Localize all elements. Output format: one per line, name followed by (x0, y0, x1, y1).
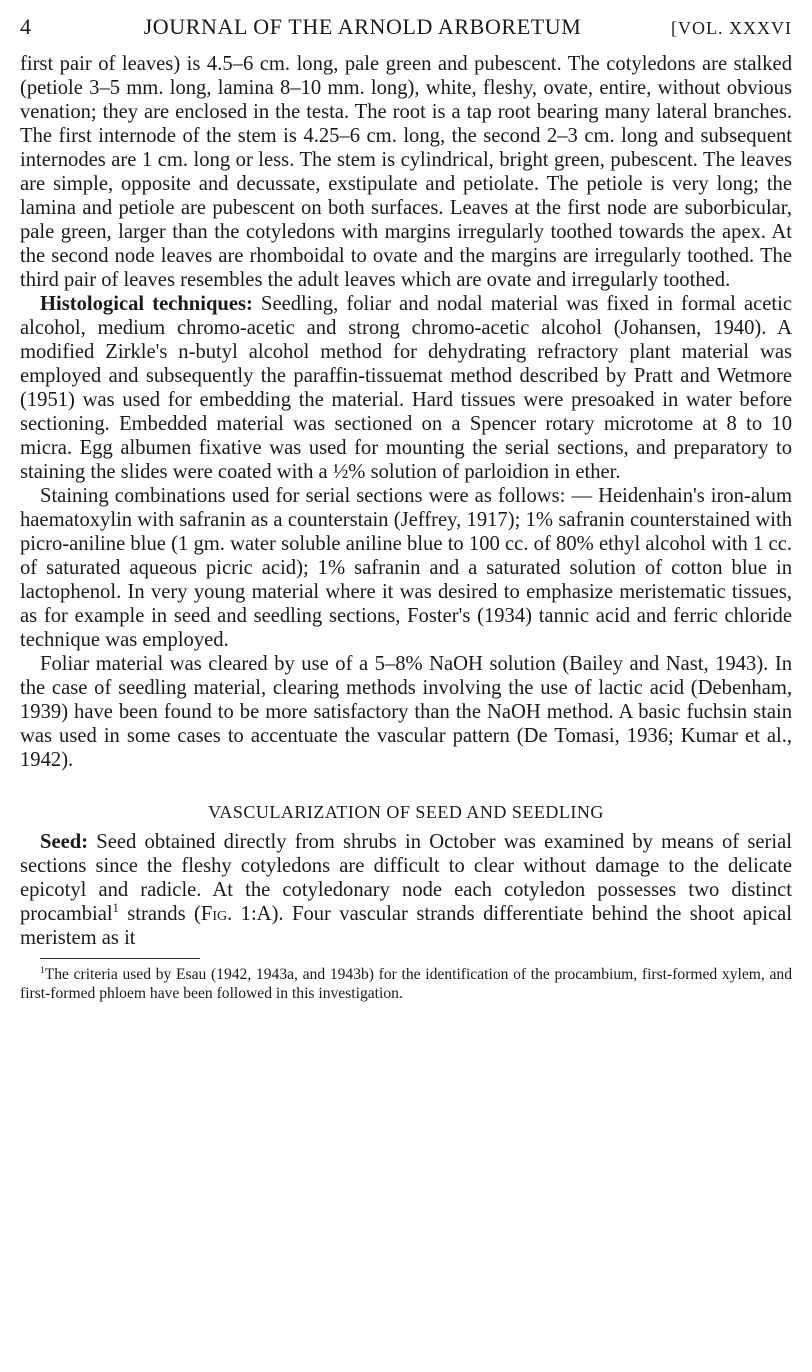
article-body (20, 52, 792, 950)
footnote-reference: 1 (112, 901, 119, 916)
paragraph-seedling-description: first pair of leaves) is 4.5–6 cm. long, pale green and pubescent. The cotyledons are stalked (petiole 3–5 mm. long, lamina 8–10 mm. long), white, fleshy, ovate, entire, without obvious venation; they are enclosed in the testa. The root is a tap root bearing many lateral branches. The first internode of the stem is 4.25–6 cm. long, the second 2–3 cm. long and subsequent internodes are 1 cm. long or less. The stem is cylindrical, bright green, pubescent. The leaves are simple, opposite and decussate, exstipulate and petiolate. The petiole is very long; the lamina and petiole are pubescent on both surfaces. Leaves at the first node are suborbicular, pale green, larger than the cotyledons with margins irregularly toothed towards the apex. At the second node leaves are rhomboidal to ovate and the margins are irregularly toothed. The third pair of leaves resembles the adult leaves which are ovate and irregularly toothed. (20, 53, 792, 291)
paragraph-seed: Seed: Seed obtained directly from shrubs in October was examined by means of serial sections since the fleshy cotyledons are difficult to clear without damage to the delicate epicotyl and radicle. At the cotyledonary node each cotyledon possesses two distinct procambial$^1$ strands (Fig. 1:A). Four vascular strands differentiate behind the shoot apical meristem as it (20, 831, 793, 949)
seed-heading: Seed: (40, 831, 89, 853)
histological-techniques-heading: Histological techniques: (40, 293, 253, 315)
paragraph-histological-techniques: Histological techniques: Seedling, foliar and nodal material was fixed in formal acetic alcohol, medium chromo-acetic and strong chromo-acetic alcohol (Johansen, 1940). A modified Zirkle's n-butyl alcohol method for dehydrating refractory plant material was employed and subsequently the paraffin-tissuemat method described by Pratt and Wetmore (1951) was used for embedding the material. Hard tissues were presoaked in water before sectioning. Embedded material was sectioned on a Spencer rotary microtome at 8 to 10 micra. Egg albumen fixative was used for mounting the serial sections, and preparatory to staining the slides were coated with a ½% solution of parloidion in ether. (20, 293, 792, 483)
footnote (20, 965, 792, 1003)
volume-label: [VOL. XXXVI (671, 18, 792, 38)
running-header (20, 14, 792, 52)
journal-title: JOURNAL OF THE ARNOLD ARBORETUM (143, 14, 582, 39)
footnote-text: The criteria used by Esau (1942, 1943a, and 1943b) for the identification of the procambium, first-formed xylem, and first-formed phloem have been followed in this investigation. (20, 966, 792, 1002)
section-heading: VASCULARIZATION OF SEED AND SEEDLING (208, 802, 604, 822)
paragraph-staining: Staining combinations used for serial sections were as follows: — Heidenhain's iron-alum haematoxylin with safranin as a counterstain (Jeffrey, 1917); 1% safranin counterstained with picro-aniline blue (1 gm. water soluble aniline blue to 100 cc. of 80% ethyl alcohol with 1 cc. of saturated aqueous picric acid); 1% safranin and a saturated solution of cotton blue in lactophenol. In very young material where it was desired to emphasize meristematic tissues, as for example in seed and seedling sections, Foster's (1934) tannic acid and ferric chloride technique was employed. (20, 485, 792, 651)
page-number: 4 (20, 14, 31, 39)
figure-reference: Fig. 1:A (200, 903, 272, 925)
footnote-divider (40, 958, 200, 959)
paragraph-foliar-clearing: Foliar material was cleared by use of a 5–8% NaOH solution (Bailey and Nast, 1943). In the case of seedling material, clearing methods involving the use of lactic acid (Debenham, 1939) have been found to be more satisfactory than the NaOH method. A basic fuchsin stain was used in some cases to accentuate the vascular pattern (De Tomasi, 1936; Kumar et al., 1942). (20, 653, 792, 771)
footnote-marker: 1 (40, 965, 45, 976)
